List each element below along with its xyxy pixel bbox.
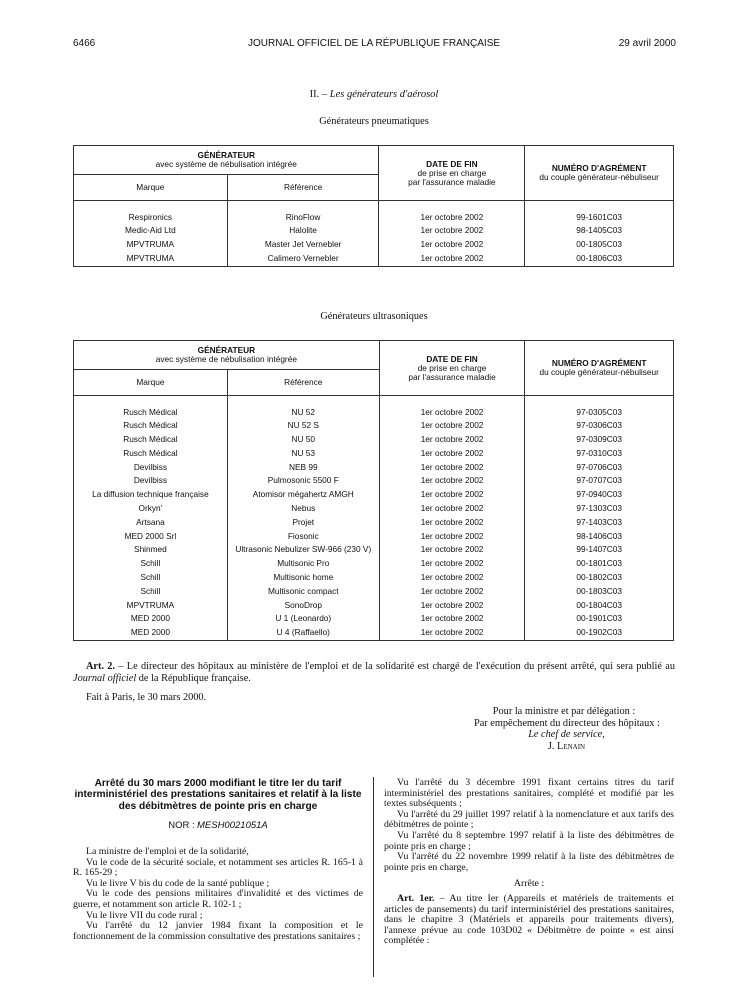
marque-cell: Orkyn' (74, 502, 228, 516)
generator-header-title: GÉNÉRATEUR (197, 150, 255, 160)
reference-cell: NEB 99 (227, 461, 379, 475)
reference-cell: Ultrasonic Nebulizer SW-966 (230 V) (227, 543, 379, 557)
spacer-cell (379, 201, 525, 211)
nor-line (73, 820, 363, 831)
table-row (74, 516, 674, 530)
number-header-line2: du couple générateur-nébuliseur (539, 172, 659, 182)
date-cell: 1er octobre 2002 (379, 224, 525, 238)
number-header-line1: NUMÉRO D'AGRÉMENT (551, 358, 647, 368)
number-cell: 00-1805C03 (525, 238, 674, 252)
reference-cell: Master Jet Vernebler (227, 238, 379, 252)
date-cell: 1er octobre 2002 (379, 502, 525, 516)
number-cell: 97-0305C03 (525, 406, 674, 420)
marque-cell: Rusch Médical (74, 447, 228, 461)
section-heading-prefix: II. – (309, 89, 328, 100)
decree-paragraph: Vu l'arrêté du 3 décembre 1991 fixant certains titres du tarif interministériel des prestations sanitaires, complété et modifié par les textes subséquents ; (384, 777, 674, 810)
decree-right-column (384, 778, 674, 947)
done-at: Fait à Paris, le 30 mars 2000. (86, 692, 207, 703)
date-header-line2: de prise en charge (417, 167, 487, 178)
reference-cell: SonoDrop (227, 599, 379, 613)
number-cell: 00-1801C03 (525, 557, 674, 571)
nor-label: NOR : (168, 820, 195, 831)
generator-header (74, 341, 380, 370)
ultrasonic-title: Générateurs ultrasoniques (320, 311, 428, 322)
article-2-label: Art. 2. (86, 661, 116, 672)
table-row (74, 224, 674, 238)
decree-paragraph: Vu l'arrêté du 8 septembre 1997 relatif à la liste des débitmètres de pointe pris en charge ; (384, 829, 674, 852)
marque-cell: Schill (74, 571, 228, 585)
reference-cell: NU 52 S (227, 419, 379, 433)
marque-header: Marque (74, 175, 228, 201)
number-cell: 00-1806C03 (525, 252, 674, 266)
reference-cell: NU 52 (227, 406, 379, 420)
decree-paragraph: Vu le code des pensions militaires d'invalidité et des victimes de guerre, et notamment son article R. 102-1 ; (73, 888, 363, 910)
marque-header: Marque (74, 370, 228, 396)
date-cell: 1er octobre 2002 (379, 557, 525, 571)
table-row (74, 419, 674, 433)
signature-line-2: Par empêchement du directeur des hôpitaux : (474, 717, 660, 729)
reference-header: Référence (227, 175, 379, 201)
spacer-cell (74, 396, 228, 406)
marque-cell: Rusch Médical (74, 433, 228, 447)
marque-cell: Rusch Médical (74, 419, 228, 433)
table-row (74, 502, 674, 516)
generator-header (74, 146, 379, 175)
spacer-cell (227, 201, 379, 211)
decree-paragraph: Vu le code de la sécurité sociale, et notamment ses articles R. 165-1 à R. 165-29 ; (73, 856, 363, 879)
table-row (74, 252, 674, 266)
marque-cell: La diffusion technique française (74, 488, 228, 502)
reference-cell: Atomisor mégahertz AMGH (227, 488, 379, 502)
spacer-cell (525, 201, 674, 211)
article-2-text: – Le directeur des hôpitaux au ministère de l'emploi et de la solidarité est chargé de l'exécution du présent arrêté, qui sera publié au (115, 661, 675, 672)
number-cell: 97-1303C03 (525, 502, 674, 516)
table-row (74, 585, 674, 599)
marque-cell: Respironics (74, 211, 228, 225)
number-header (525, 146, 674, 201)
number-cell: 00-1803C03 (525, 585, 674, 599)
pneumatic-title: Générateurs pneumatiques (319, 116, 429, 127)
marque-cell: MED 2000 (74, 612, 228, 626)
reference-cell: Multisonic home (227, 571, 379, 585)
table-row (74, 626, 674, 640)
spacer-row (74, 201, 674, 211)
number-cell: 97-0707C03 (525, 474, 674, 488)
marque-cell: Devilbiss (74, 461, 228, 475)
pneumatic-table (73, 145, 674, 267)
article-1-label: Art. 1er. (397, 892, 435, 904)
date-cell: 1er octobre 2002 (379, 585, 525, 599)
table-row (74, 488, 674, 502)
marque-cell: Schill (74, 557, 228, 571)
section-heading-title: Les générateurs d'aérosol (329, 89, 439, 100)
number-cell: 98-1405C03 (525, 224, 674, 238)
date-cell: 1er octobre 2002 (379, 516, 525, 530)
date-cell: 1er octobre 2002 (379, 612, 525, 626)
marque-cell: Shinmed (74, 543, 228, 557)
marque-cell: Schill (74, 585, 228, 599)
date-cell: 1er octobre 2002 (379, 238, 525, 252)
table-row (74, 433, 674, 447)
reference-cell: U 1 (Leonardo) (227, 612, 379, 626)
reference-cell: Multisonic Pro (227, 557, 379, 571)
article-2-journal: Journal officiel (73, 672, 137, 684)
spacer-cell (379, 396, 525, 406)
article-2-text-end: de la République française. (136, 672, 251, 684)
date-header-line1: DATE DE FIN (426, 353, 478, 364)
reference-cell: NU 53 (227, 447, 379, 461)
number-cell: 97-0309C03 (525, 433, 674, 447)
date-cell: 1er octobre 2002 (379, 433, 525, 447)
marque-cell: Devilbiss (74, 474, 228, 488)
journal-title: JOURNAL OFFICIEL DE LA RÉPUBLIQUE FRANÇAISE (247, 38, 501, 49)
marque-cell: Medic-Aid Ltd (74, 224, 228, 238)
date-cell: 1er octobre 2002 (379, 447, 525, 461)
table-row (74, 612, 674, 626)
ultrasonic-table (73, 340, 674, 641)
marque-cell: Rusch Médical (74, 406, 228, 420)
nor-code: MESH0021051A (196, 820, 268, 831)
decree-title: Arrêté du 30 mars 2000 modifiant le titre Ier du tarif interministériel des prestations sanitaires et relatif à la liste des débitmètres de pointe pris en charge (74, 778, 362, 812)
marque-cell: MED 2000 (74, 626, 228, 640)
number-cell: 00-1902C03 (525, 626, 674, 640)
reference-cell: U 4 (Raffaello) (227, 626, 379, 640)
table-row (74, 447, 674, 461)
article-1-text: – Au titre Ier (Appareils et matériels de traitements et articles de pansements) du tarif interministériel des prestations sanitaires, dans le chapitre 3 (Matériels et appareils pour traitements divers), l'annexe prévue au code 103D02 « Débitmètre de pointe » est ainsi complétée : (384, 892, 674, 947)
table-row (74, 406, 674, 420)
issue-date: 29 avril 2000 (618, 38, 676, 49)
date-header-line3: par l'assurance maladie (408, 371, 496, 382)
reference-cell: Projet (227, 516, 379, 530)
signature-line-3: Le chef de service, (528, 729, 605, 741)
reference-cell: Multisonic compact (227, 585, 379, 599)
date-cell: 1er octobre 2002 (379, 474, 525, 488)
date-cell: 1er octobre 2002 (379, 571, 525, 585)
table-row (74, 238, 674, 252)
date-cell: 1er octobre 2002 (379, 211, 525, 225)
spacer-cell (525, 396, 674, 406)
date-cell: 1er octobre 2002 (379, 626, 525, 640)
signature-line-1: Pour la ministre et par délégation : (492, 706, 636, 717)
decree-paragraph: Vu l'arrêté du 22 novembre 1999 relatif à la liste des débitmètres de pointe pris en charge, (384, 851, 674, 873)
marque-cell: MPVTRUMA (74, 252, 228, 266)
decree-paragraph: Vu le livre VII du code rural ; (86, 909, 203, 921)
spacer-cell (74, 201, 228, 211)
table-row (74, 211, 674, 225)
number-cell: 97-1403C03 (525, 516, 674, 530)
generator-header-subtitle: avec système de nébulisation intégrée (155, 354, 297, 364)
reference-cell: Halolite (227, 224, 379, 238)
reference-cell: Calimero Vernebler (227, 252, 379, 266)
number-cell: 97-0706C03 (525, 461, 674, 475)
signature-block (474, 706, 704, 752)
table-row (74, 571, 674, 585)
number-cell: 97-0940C03 (525, 488, 674, 502)
table-row (74, 474, 674, 488)
number-header-line1: NUMÉRO D'AGRÉMENT (551, 163, 647, 173)
decree-paragraph: Vu l'arrêté du 29 juillet 1997 relatif à la nomenclature et aux tarifs des débitmètres de pointe ; (384, 808, 674, 831)
section-heading (0, 89, 748, 100)
marque-cell: Artsana (74, 516, 228, 530)
arrete-heading: Arrête : (513, 878, 545, 890)
column-divider (373, 777, 374, 977)
table-row (74, 530, 674, 544)
reference-cell: RinoFlow (227, 211, 379, 225)
table-row (74, 543, 674, 557)
date-cell: 1er octobre 2002 (379, 543, 525, 557)
spacer-cell (227, 396, 379, 406)
date-cell: 1er octobre 2002 (379, 488, 525, 502)
article-1 (384, 894, 674, 947)
date-header-line2: de prise en charge (417, 362, 487, 373)
marque-cell: MPVTRUMA (74, 599, 228, 613)
date-cell: 1er octobre 2002 (379, 530, 525, 544)
number-cell: 00-1804C03 (525, 599, 674, 613)
reference-header: Référence (227, 370, 379, 396)
table-row (74, 461, 674, 475)
decree-left-column (73, 847, 363, 942)
table-row (74, 599, 674, 613)
date-header-line3: par l'assurance maladie (408, 176, 496, 187)
reference-cell: NU 50 (227, 433, 379, 447)
generator-header-subtitle: avec système de nébulisation intégrée (155, 159, 297, 169)
date-cell: 1er octobre 2002 (379, 252, 525, 266)
decree-paragraph: Vu le livre V bis du code de la santé publique ; (86, 877, 270, 889)
date-header (379, 341, 525, 396)
number-header (525, 341, 674, 396)
date-cell: 1er octobre 2002 (379, 599, 525, 613)
date-cell: 1er octobre 2002 (379, 406, 525, 420)
reference-cell: Pulmosonic 5500 F (227, 474, 379, 488)
number-header-line2: du couple générateur-nébuliseur (539, 367, 659, 377)
spacer-row (74, 396, 674, 406)
reference-cell: Fiosonic (227, 530, 379, 544)
date-cell: 1er octobre 2002 (379, 419, 525, 433)
number-cell: 98-1406C03 (525, 530, 674, 544)
date-cell: 1er octobre 2002 (379, 461, 525, 475)
reference-cell: Nebus (227, 502, 379, 516)
number-cell: 99-1407C03 (525, 543, 674, 557)
date-header (379, 146, 525, 201)
marque-cell: MED 2000 Srl (74, 530, 228, 544)
number-cell: 00-1802C03 (525, 571, 674, 585)
article-2 (73, 661, 675, 684)
number-cell: 99-1601C03 (525, 211, 674, 225)
decree-paragraph: Vu l'arrêté du 12 janvier 1984 fixant la composition et le fonctionnement de la commission consultative des prestations sanitaires ; (73, 920, 363, 942)
page-number: 6466 (73, 38, 96, 49)
number-cell: 97-0306C03 (525, 419, 674, 433)
date-header-line1: DATE DE FIN (426, 158, 478, 169)
decree-paragraph: La ministre de l'emploi et de la solidarité, (86, 846, 249, 857)
table-row (74, 557, 674, 571)
signature-name: J. Lenain (547, 740, 586, 752)
number-cell: 00-1901C03 (525, 612, 674, 626)
marque-cell: MPVTRUMA (74, 238, 228, 252)
generator-header-title: GÉNÉRATEUR (197, 345, 256, 355)
number-cell: 97-0310C03 (525, 447, 674, 461)
